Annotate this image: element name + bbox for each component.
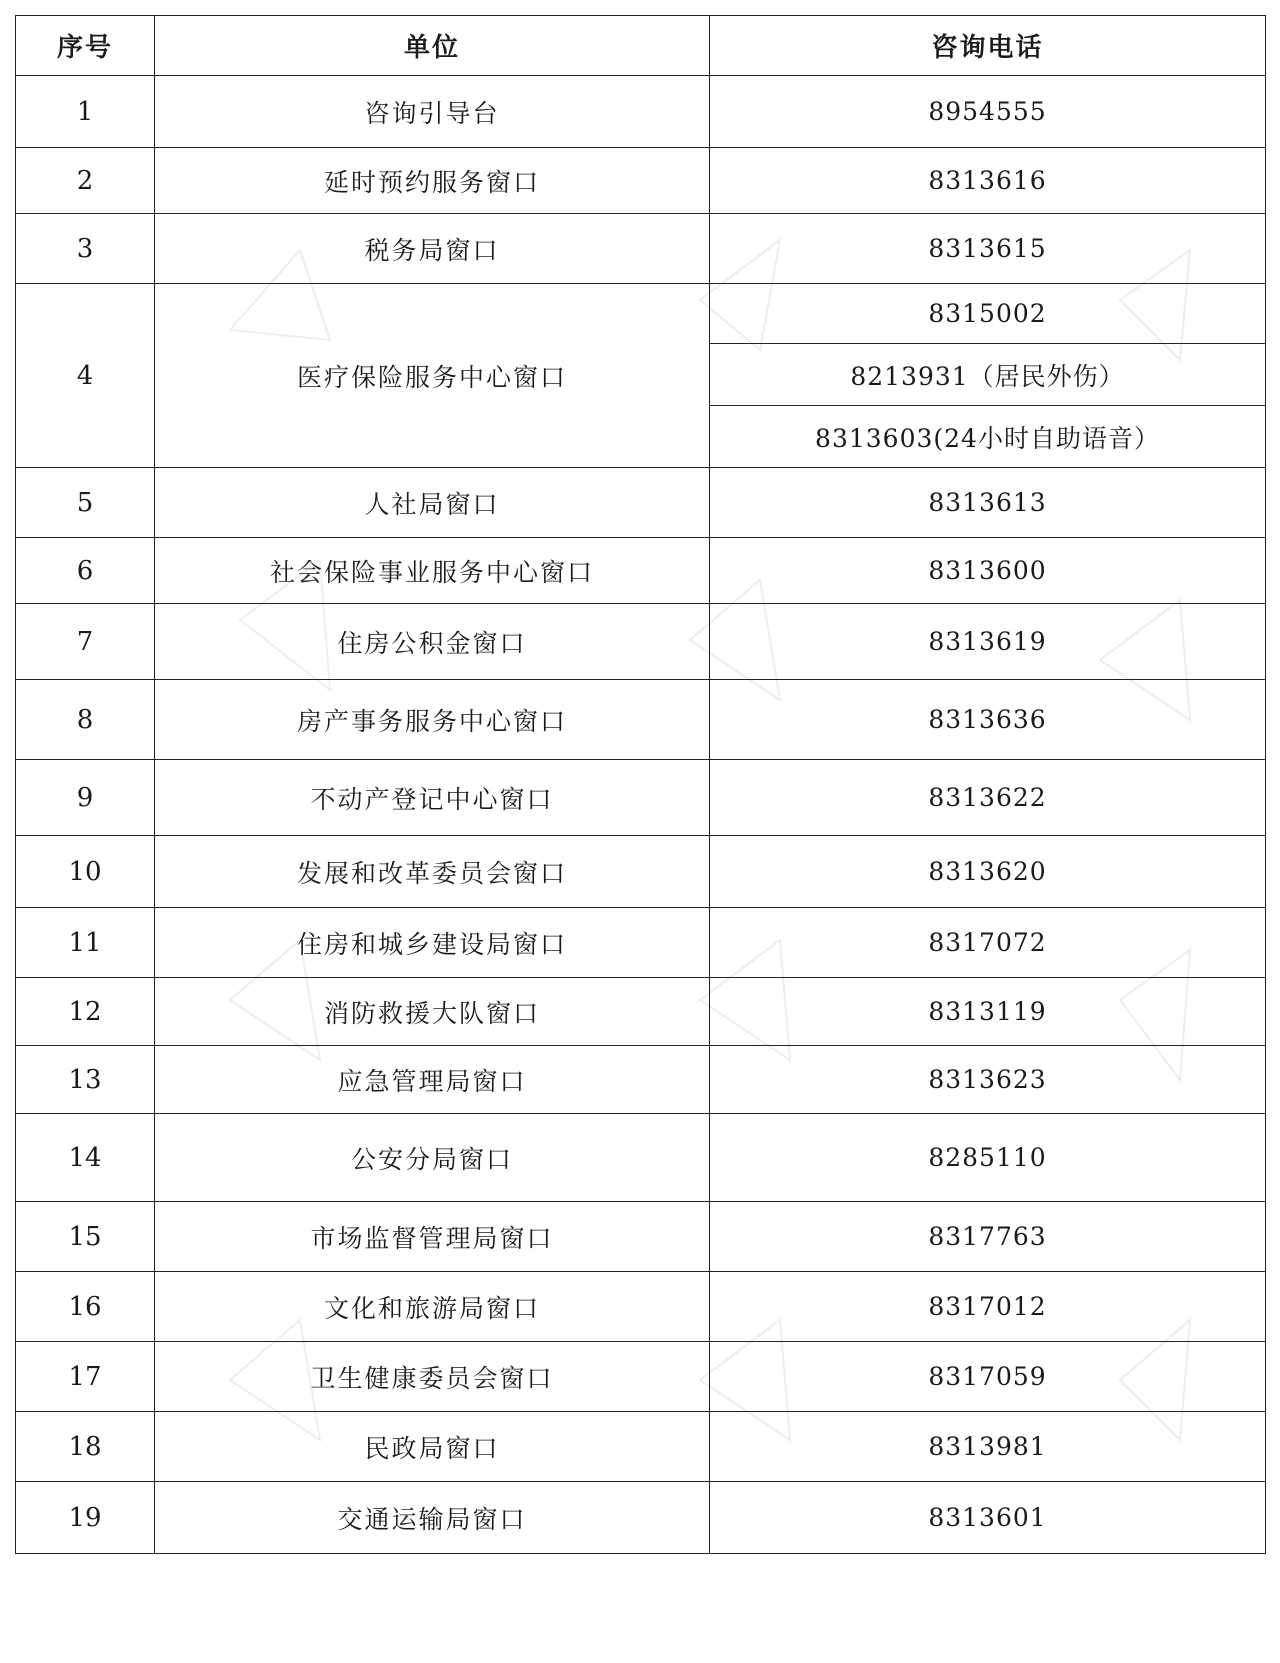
table-row: [16, 148, 1266, 214]
table-row: [16, 284, 1266, 344]
unit-cell: 税务局窗口: [155, 214, 710, 284]
unit-cell: 住房和城乡建设局窗口: [155, 908, 710, 978]
serial-number-cell: 15: [16, 1202, 155, 1272]
table-row: [16, 538, 1266, 604]
unit-cell: 咨询引导台: [155, 76, 710, 148]
table-row: [16, 468, 1266, 538]
table-row: [16, 1272, 1266, 1342]
serial-number-cell: 3: [16, 214, 155, 284]
unit-cell: 交通运输局窗口: [155, 1482, 710, 1554]
table-row: [16, 1114, 1266, 1202]
unit-cell: 延时预约服务窗口: [155, 148, 710, 214]
phone-cell: 8213931（居民外伤）: [710, 344, 1266, 406]
serial-number-cell: 7: [16, 604, 155, 680]
unit-cell: 文化和旅游局窗口: [155, 1272, 710, 1342]
serial-number-cell: 9: [16, 760, 155, 836]
serial-number-cell: 10: [16, 836, 155, 908]
phone-cell: 8313981: [710, 1412, 1266, 1482]
unit-cell: 房产事务服务中心窗口: [155, 680, 710, 760]
phone-cell: 8317012: [710, 1272, 1266, 1342]
table-row: [16, 1482, 1266, 1554]
unit-cell: 发展和改革委员会窗口: [155, 836, 710, 908]
header-unit: 单位: [155, 16, 710, 76]
unit-cell: 医疗保险服务中心窗口: [155, 284, 710, 468]
serial-number-cell: 11: [16, 908, 155, 978]
serial-number-cell: 8: [16, 680, 155, 760]
serial-number-cell: 1: [16, 76, 155, 148]
serial-number-cell: 18: [16, 1412, 155, 1482]
table-row: [16, 836, 1266, 908]
phone-cell: 8313603(24小时自助语音）: [710, 406, 1266, 468]
table-row: [16, 680, 1266, 760]
serial-number-cell: 4: [16, 284, 155, 468]
table-row: [16, 978, 1266, 1046]
phone-cell: 8313636: [710, 680, 1266, 760]
unit-cell: 消防救援大队窗口: [155, 978, 710, 1046]
phone-cell: 8313600: [710, 538, 1266, 604]
phone-cell: 8313616: [710, 148, 1266, 214]
unit-cell: 不动产登记中心窗口: [155, 760, 710, 836]
table-row: [16, 214, 1266, 284]
header-consult-phone: 咨询电话: [710, 16, 1266, 76]
unit-cell: 社会保险事业服务中心窗口: [155, 538, 710, 604]
phone-cell: 8313613: [710, 468, 1266, 538]
phone-cell: 8313601: [710, 1482, 1266, 1554]
phone-cell: 8315002: [710, 284, 1266, 344]
phone-cell: 8313119: [710, 978, 1266, 1046]
unit-cell: 人社局窗口: [155, 468, 710, 538]
serial-number-cell: 17: [16, 1342, 155, 1412]
table-header-row: [16, 16, 1266, 76]
unit-cell: 卫生健康委员会窗口: [155, 1342, 710, 1412]
unit-cell: 市场监督管理局窗口: [155, 1202, 710, 1272]
unit-cell: 公安分局窗口: [155, 1114, 710, 1202]
table-row: [16, 604, 1266, 680]
table-row: [16, 76, 1266, 148]
serial-number-cell: 13: [16, 1046, 155, 1114]
serial-number-cell: 6: [16, 538, 155, 604]
serial-number-cell: 5: [16, 468, 155, 538]
phone-cell: 8954555: [710, 76, 1266, 148]
phone-cell: 8317059: [710, 1342, 1266, 1412]
serial-number-cell: 16: [16, 1272, 155, 1342]
unit-cell: 住房公积金窗口: [155, 604, 710, 680]
table-row: [16, 1412, 1266, 1482]
table-row: [16, 1342, 1266, 1412]
table-row: [16, 760, 1266, 836]
unit-cell: 应急管理局窗口: [155, 1046, 710, 1114]
table-row: [16, 1046, 1266, 1114]
table-row: [16, 908, 1266, 978]
phone-cell: 8317763: [710, 1202, 1266, 1272]
phone-cell: 8317072: [710, 908, 1266, 978]
table-body: [16, 76, 1266, 1554]
serial-number-cell: 19: [16, 1482, 155, 1554]
serial-number-cell: 12: [16, 978, 155, 1046]
serial-number-cell: 2: [16, 148, 155, 214]
consultation-phone-table: [15, 15, 1266, 1554]
phone-cell: 8313622: [710, 760, 1266, 836]
serial-number-cell: 14: [16, 1114, 155, 1202]
phone-cell: 8313623: [710, 1046, 1266, 1114]
phone-cell: 8313620: [710, 836, 1266, 908]
phone-cell: 8313615: [710, 214, 1266, 284]
phone-cell: 8313619: [710, 604, 1266, 680]
header-serial-number: 序号: [16, 16, 155, 76]
table-row: [16, 1202, 1266, 1272]
phone-cell: 8285110: [710, 1114, 1266, 1202]
unit-cell: 民政局窗口: [155, 1412, 710, 1482]
